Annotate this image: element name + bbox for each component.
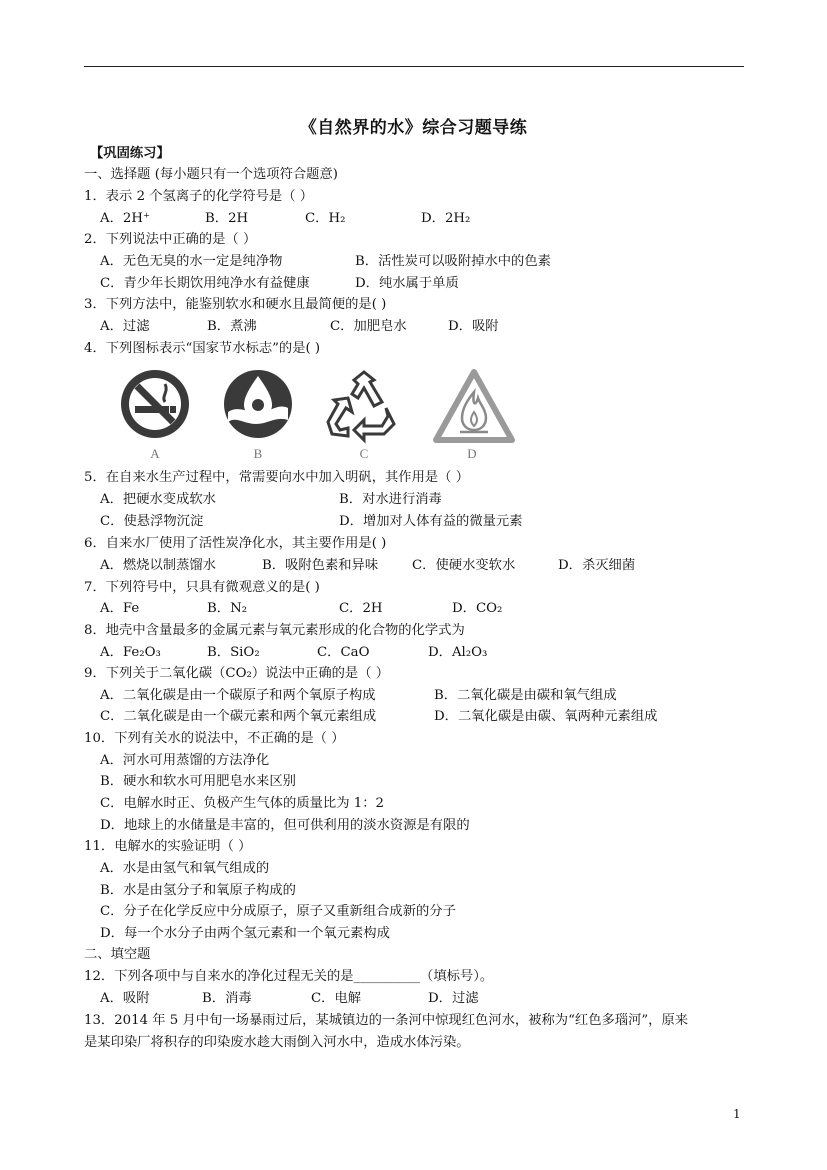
option-a: A．过滤 bbox=[100, 319, 150, 334]
option-a: A．Fe₂O₃ bbox=[100, 645, 161, 660]
option-a: A．河水可用蒸馏的方法净化 bbox=[100, 753, 270, 768]
question-stem: 9．下列关于二氧化碳（CO₂）说法中正确的是（ ） bbox=[84, 666, 390, 681]
option-b: B．活性炭可以吸附掉水中的色素 bbox=[355, 254, 551, 269]
option-b: B．吸附色素和异味 bbox=[262, 558, 379, 573]
option-c: C．2H bbox=[339, 601, 383, 616]
option-c: C．电解 bbox=[311, 991, 362, 1006]
part1-heading: 一、选择题 (每小题只有一个选项符合题意) bbox=[84, 167, 338, 182]
option-b: B．2H bbox=[205, 211, 249, 226]
option-c: C．分子在化学反应中分成原子，原子又重新组合成新的分子 bbox=[100, 904, 456, 919]
question-stem: 1．表示 2 个氢离子的化学符号是（ ） bbox=[84, 189, 314, 204]
option-c: C．H₂ bbox=[305, 211, 346, 226]
question-stem: 2．下列说法中正确的是（ ） bbox=[84, 232, 257, 247]
option-b: B．二氧化碳是由碳和氧气组成 bbox=[434, 688, 617, 703]
question-stem: 8．地壳中含量最多的金属元素与氧元素形成的化合物的化学式为 bbox=[84, 623, 465, 638]
option-a: A．燃烧以制蒸馏水 bbox=[100, 558, 216, 573]
header-rule bbox=[84, 66, 744, 67]
option-a: A．二氧化碳是由一个碳原子和两个氧原子构成 bbox=[100, 688, 376, 703]
option-d-figure bbox=[432, 368, 512, 464]
question-stem: 13．2014 年 5 月中旬一场暴雨过后，某城镇边的一条河中惊现红色河水，被称为“红色多瑙河”，原来 bbox=[84, 1013, 689, 1028]
option-c: C．使悬浮物沉淀 bbox=[100, 514, 204, 529]
option-d: D．杀灭细菌 bbox=[558, 558, 636, 573]
option-c: C．使硬水变软水 bbox=[412, 558, 516, 573]
option-b-figure bbox=[218, 368, 298, 464]
option-b: B．SiO₂ bbox=[207, 645, 260, 660]
option-d: D．纯水属于单质 bbox=[355, 276, 459, 291]
option-d: D．Al₂O₃ bbox=[428, 645, 488, 660]
recycling-icon bbox=[324, 368, 404, 446]
option-b: B．消毒 bbox=[202, 991, 252, 1006]
option-b: B．水是由氢分子和氧原子构成的 bbox=[100, 883, 296, 898]
question-stem-continued: 是某印染厂将积存的印染废水趁大雨倒入河水中，造成水体污染。 bbox=[84, 1035, 470, 1050]
option-b: B．对水进行消毒 bbox=[339, 492, 442, 507]
option-b-label: B bbox=[253, 446, 263, 461]
option-d: D．CO₂ bbox=[452, 601, 503, 616]
option-d: D．2H₂ bbox=[421, 211, 471, 226]
water-saving-icon bbox=[218, 368, 298, 446]
flammable-warning-icon bbox=[432, 368, 516, 446]
option-d: D．吸附 bbox=[448, 319, 499, 334]
page-number: 1 bbox=[733, 1107, 741, 1121]
option-c: C．电解水时正、负极产生气体的质量比为 1：2 bbox=[100, 796, 384, 811]
page-title: 《自然界的水》综合习题导练 bbox=[299, 118, 528, 138]
question-stem: 10．下列有关水的说法中，不正确的是（ ） bbox=[84, 731, 345, 746]
option-a: A．Fe bbox=[100, 601, 140, 616]
option-c-figure bbox=[324, 368, 404, 464]
question-stem: 6．自来水厂使用了活性炭净化水，其主要作用是( ) bbox=[84, 536, 387, 551]
option-b: B．N₂ bbox=[207, 601, 248, 616]
option-b: B．硬水和软水可用肥皂水来区别 bbox=[100, 774, 296, 789]
option-c: C．二氧化碳是由一个碳元素和两个氧元素组成 bbox=[100, 709, 377, 724]
section-heading: 【巩固练习】 bbox=[90, 146, 170, 161]
question-stem: 11．电解水的实验证明（ ） bbox=[84, 839, 252, 854]
question-stem: 5．在自来水生产过程中，常需要向水中加入明矾，其作用是（ ） bbox=[84, 470, 469, 485]
option-a-label: A bbox=[150, 446, 160, 461]
option-a-figure bbox=[115, 368, 195, 464]
option-c-label: C bbox=[359, 446, 369, 461]
option-b: B．煮沸 bbox=[207, 319, 257, 334]
icon-options bbox=[110, 368, 540, 464]
option-c: C．CaO bbox=[317, 645, 370, 660]
option-d: D．地球上的水储量是丰富的，但可供利用的淡水资源是有限的 bbox=[100, 818, 470, 833]
option-a: A．吸附 bbox=[100, 991, 150, 1006]
part2-heading: 二、填空题 bbox=[84, 947, 151, 962]
option-a: A．无色无臭的水一定是纯净物 bbox=[100, 254, 283, 269]
option-d: D．二氧化碳是由碳、氧两种元素组成 bbox=[434, 709, 658, 724]
option-a: A．水是由氢气和氧气组成的 bbox=[100, 861, 270, 876]
question-stem: 3．下列方法中，能鉴别软水和硬水且最简便的是( ) bbox=[84, 297, 387, 312]
no-smoking-icon bbox=[115, 368, 195, 446]
question-stem: 4．下列图标表示“国家节水标志”的是( ) bbox=[84, 341, 321, 356]
option-a: A．2H⁺ bbox=[100, 211, 150, 226]
option-d-label: D bbox=[467, 446, 477, 461]
option-c: C．加肥皂水 bbox=[330, 319, 407, 334]
option-d: D．每一个水分子由两个氢元素和一个氧元素构成 bbox=[100, 926, 390, 941]
question-stem: 12．下列各项中与自来水的净化过程无关的是__________（填标号）。 bbox=[84, 969, 494, 984]
option-c: C．青少年长期饮用纯净水有益健康 bbox=[100, 276, 310, 291]
option-d: D．增加对人体有益的微量元素 bbox=[339, 514, 523, 529]
option-a: A．把硬水变成软水 bbox=[100, 492, 216, 507]
option-d: D．过滤 bbox=[428, 991, 479, 1006]
question-stem: 7．下列符号中，只具有微观意义的是( ) bbox=[84, 580, 320, 595]
